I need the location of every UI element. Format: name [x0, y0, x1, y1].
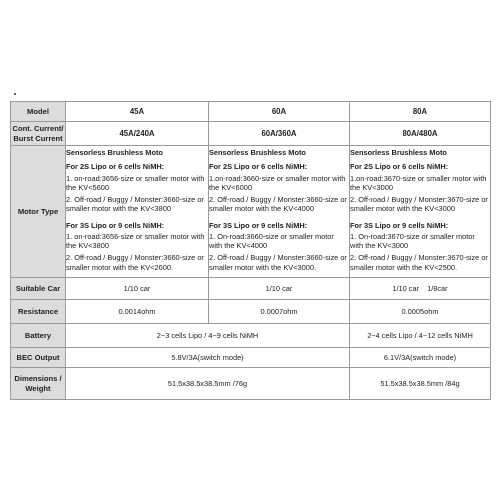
label-bec-output: BEC Output — [11, 348, 66, 368]
label-motor-type: Motor Type — [11, 146, 66, 278]
row-resistance — [11, 300, 491, 324]
dimensions-45a-60a: 51.5x38.5x38.5mm /76g — [66, 368, 350, 400]
model-60a: 60A — [209, 102, 350, 122]
motor-2s-title: For 2S Lipo or 6 cells NiMH: — [209, 162, 308, 172]
motor-2s-title: For 2S Lipo or 6 cells NiMH: — [350, 162, 449, 172]
motor-2s-item: 1.on-road:3670-size or smaller motor with the KV<3000 — [350, 173, 487, 192]
motor-45a — [66, 146, 209, 278]
car-80a — [350, 278, 491, 300]
model-45a: 45A — [66, 102, 209, 122]
label-suitable-car: Suitable Car — [11, 278, 66, 300]
row-model — [11, 102, 491, 122]
car-45a: 1/10 car — [66, 278, 209, 300]
current-80a: 80A/480A — [350, 122, 491, 146]
label-current-line1: Cont. Current/ — [12, 124, 64, 134]
motor-3s-item: 1. On-road:3660-size or smaller motor with the KV<4000 — [209, 231, 334, 251]
label-dimensions-line2: Weight — [25, 383, 51, 393]
model-80a: 80A — [350, 102, 491, 122]
dimensions-80a: 51.5x38.5x38.5mm /84g — [350, 368, 491, 400]
label-dimensions-line1: Dimensions / — [14, 374, 62, 384]
motor-3s-item: 1. On-road:3670-size or smaller motor with the KV<3000 — [350, 231, 475, 251]
resistance-45a: 0.0014ohm — [66, 300, 209, 324]
car-60a: 1/10 car — [209, 278, 350, 300]
battery-45a-60a: 2~3 cells Lipo / 4~9 cells NiMH — [66, 324, 350, 348]
motor-title: Sensorless Brushless Moto — [350, 148, 447, 158]
motor-2s-item: 1. on-road:3656-size or smaller motor with the KV<5600 — [66, 173, 205, 192]
current-60a: 60A/360A — [209, 122, 350, 146]
motor-3s-item: 2. Off-road / Buggy / Monster:3660-size or smaller motor with the KV<2600. — [66, 253, 204, 272]
motor-3s-item: 2. Off-road / Buggy / Monster:3670-size or smaller motor with the KV<2500. — [350, 253, 488, 272]
motor-2s-title: For 2S Lipo or 6 cells NiMH: — [66, 162, 165, 172]
bec-80a: 6.1V/3A(switch mode) — [350, 348, 491, 368]
current-45a: 45A/240A — [66, 122, 209, 146]
label-resistance: Resistance — [11, 300, 66, 324]
battery-80a: 2~4 cells Lipo / 4~12 cells NiMH — [350, 324, 491, 348]
label-battery: Battery — [11, 324, 66, 348]
motor-2s-item: 2. Off-road / Buggy / Monster:3660-size or smaller motor with the KV<4000 — [209, 195, 347, 214]
row-battery — [11, 324, 491, 348]
motor-60a — [209, 146, 350, 278]
label-current-line2: Burst Current — [13, 133, 63, 143]
bec-45a-60a: 5.8V/3A(switch mode) — [66, 348, 350, 368]
label-current — [11, 122, 66, 146]
motor-3s-item: 1. on-road:3656-size or smaller motor with the KV<3800 — [66, 231, 205, 251]
row-suitable-car — [11, 278, 491, 300]
motor-title: Sensorless Brushless Moto — [209, 148, 306, 158]
motor-title: Sensorless Brushless Moto — [66, 148, 163, 158]
spec-table — [10, 101, 491, 400]
row-dimensions — [11, 368, 491, 400]
resistance-60a: 0.0007ohm — [209, 300, 350, 324]
motor-2s-item: 2. Off-road / Buggy / Monster:3660-size or smaller motor with the KV<3800 — [66, 195, 204, 214]
row-bec-output — [11, 348, 491, 368]
motor-3s-title: For 3S Lipo or 9 cells NiMH: — [66, 220, 165, 230]
motor-3s-item: 2. Off-road / Buggy / Monster:3660-size or smaller motor with the KV<3000. — [209, 253, 347, 272]
motor-80a — [350, 146, 491, 278]
label-dimensions — [11, 368, 66, 400]
resistance-80a: 0.0005ohm — [350, 300, 491, 324]
car-80a-b: 1/8car — [427, 283, 448, 293]
motor-3s-title: For 3S Lipo or 9 cells NiMH: — [209, 220, 308, 230]
row-motor-type — [11, 146, 491, 278]
row-current — [11, 122, 491, 146]
stray-dot — [14, 93, 16, 95]
car-80a-a: 1/10 car — [392, 283, 420, 293]
motor-2s-item: 1.on-road:3660-size or smaller motor with the KV<6000 — [209, 173, 346, 192]
motor-3s-title: For 3S Lipo or 9 cells NiMH: — [350, 220, 449, 230]
motor-2s-item: 2. Off-road / Buggy / Monster:3670-size or smaller motor with the KV<3000 — [350, 195, 488, 214]
label-model: Model — [11, 102, 66, 122]
